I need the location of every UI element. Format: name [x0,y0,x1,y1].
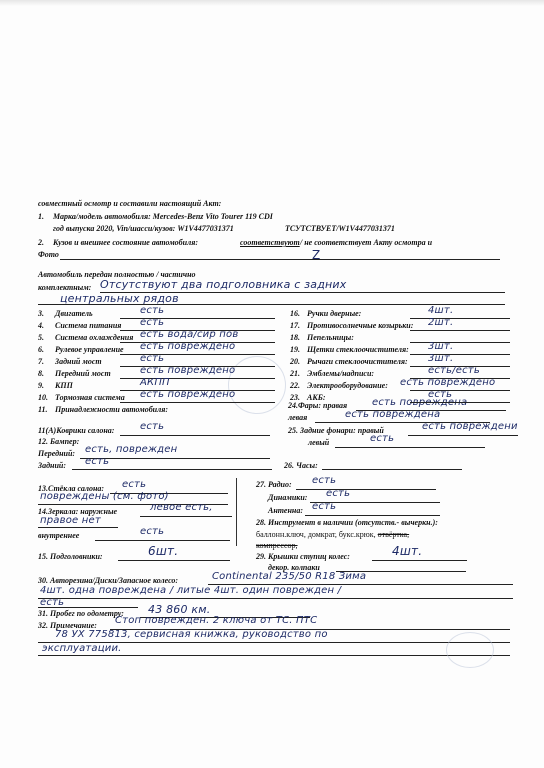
left-row-8-value: есть повреждено [140,365,236,376]
rear-lights-right-line [408,435,518,436]
right-row-23-number: 23. [290,393,300,402]
rear-lights-left-label: левый [308,438,330,447]
decor-caps-label: декор. колпаки [268,563,320,572]
right-row-17-value: 2шт. [428,317,454,328]
mirrors-line-1 [140,516,232,517]
photo-line [60,259,500,260]
tyres-hw-3: есть [40,597,65,608]
left-row-6-number: 6. [38,345,44,354]
right-row-19-number: 19. [290,345,300,354]
left-row-10-label: Тормозная система [55,393,125,402]
rear-lights-right-hw: есть повреждени [422,421,518,432]
hubcaps-line [372,560,467,561]
note-line-3 [38,655,510,656]
item-2-number: 2. [38,238,44,247]
bumper-rear-hw: есть [85,456,110,467]
right-row-16-number: 16. [290,309,300,318]
item-2-label: Кузов и внешнее состояние автомобиля: [53,238,199,247]
item-2-photo: Фото [38,250,59,259]
right-row-17-number: 17. [290,321,300,330]
right-row-22-line [410,390,510,391]
clock-line [322,469,462,470]
right-row-17-line [410,330,510,331]
left-row-11-label: Принадлежности автомобиля: [55,405,169,414]
left-row-6-value: есть повреждено [140,341,236,352]
right-row-18-label: Пепельницы: [307,333,354,342]
left-row-4-number: 4. [38,321,44,330]
faint-stamp-2 [446,632,494,668]
right-row-21-label: Эмблемы/надписи: [307,369,375,378]
right-row-19-line [410,354,510,355]
right-row-20-number: 20. [290,357,300,366]
left-row-7-number: 7. [38,357,44,366]
headrests-line [118,560,230,561]
mirror-inner-label: внутреннее [38,531,80,540]
radio-line [296,489,436,490]
left-row-4-value: есть [140,317,165,328]
right-row-17-label: Противосолнечные козырьки: [307,321,414,330]
headlights-left-label: левая [288,413,308,422]
item-1-line2: год выпуска 2020, Vin/шасси/кузов: W1V4477031371 [53,224,234,233]
headlights-label: 24.Фары: правая [288,401,348,410]
faint-stamp-1 [228,356,286,414]
intro-text: совместный осмотр и составили настоящий Акт: [38,199,222,208]
right-row-20-label: Рычаги стеклоочистителя: [307,357,408,366]
completeness-label: комплектным: [38,283,92,292]
speakers-hw: есть [326,488,351,499]
right-row-23-label: АКБ: [307,393,326,402]
left-row-7-value: есть [140,353,165,364]
right-row-19-value: 3шт. [428,341,454,352]
right-row-19-label: Щетки стеклоочистителя: [307,345,409,354]
headlights-right-hw: есть повреждена [372,397,468,408]
bumper-front-label: Передний: [38,449,76,458]
radio-label: 27. Радио: [256,480,292,489]
tyres-line-2 [38,598,513,599]
completeness-handwriting-1: Отсутствуют два подголовника с задних [100,278,347,291]
note-hw-1: Стоп поврежден. 2 ключа от ТС. ПТС [115,615,318,626]
rear-lights-label: 25. Задние фонари: правый [288,426,384,435]
left-row-5-label: Система охлаждения [55,333,134,342]
mirror-inner-hw: есть [140,526,165,537]
note-label: 32. Примечание: [38,621,97,630]
mirrors-hw-1: левое есть, [150,502,213,513]
tools-items-b: отвёртка, [377,530,410,539]
tyres-label: 30. Авторезина/Диски/Запасное колесо: [38,576,179,585]
antenna-label: Антенна: [268,506,303,515]
right-row-21-value: есть/есть [428,365,480,376]
right-row-16-value: 4шт. [428,305,454,316]
left-row-8-number: 8. [38,369,44,378]
left-row-3-label: Двигатель [55,309,93,318]
hubcaps-hw: 4шт. [392,544,423,558]
left-row-9-label: КПП [55,381,73,390]
right-row-23-line [410,402,510,403]
right-row-21-number: 21. [290,369,300,378]
rear-lights-left-hw: есть [370,433,395,444]
left-row-5-value: есть вода/сир пов [140,329,239,340]
headrests-label: 15. Подголовники: [38,552,103,561]
mirrors-line-2 [38,527,118,528]
bumper-rear-label: Задний: [38,461,67,470]
glass-hw-1: есть [122,479,147,490]
left-row-4-label: Система питания [55,321,122,330]
antenna-hw: есть [312,501,337,512]
mileage-label: 31. Пробег по одометру: [38,609,124,618]
left-row-3-number: 3. [38,309,44,318]
left-row-6-label: Рулевое управление [55,345,124,354]
left-row-9-value: АКПП [140,377,170,388]
speakers-label: Динамики: [268,493,308,502]
glass-label: 13.Стёкла салона: [38,484,105,493]
tools-items [256,530,409,540]
glass-hw-2: повреждены (см. фото) [40,491,169,502]
mats-hw: есть [140,421,165,432]
bumper-rear-line [72,469,272,470]
left-row-9-number: 9. [38,381,44,390]
tyres-hw-2: 4шт. одна повреждена / литые 4шт. один поврежден / [40,585,342,596]
note-hw-3: эксплуатации. [42,643,122,654]
hubcaps-label: 29. Крышки ступиц колес: [256,552,350,561]
left-row-7-label: Задний мост [55,357,102,366]
left-row-11-number: 11. [38,405,48,414]
right-row-18-line [410,342,510,343]
item-2-option-match: соответствуют [240,238,300,247]
left-row-5-number: 5. [38,333,44,342]
completeness-handwriting-2: центральных рядов [60,292,179,305]
antenna-line [305,515,440,516]
note-hw-2: 78 УХ 775813, сервисная книжка, руководство по [55,629,328,640]
tyres-line-3 [38,607,138,608]
rear-lights-left-line [335,447,485,448]
tyres-hw-1: Continental 235/50 R18 Зима [212,571,367,582]
left-row-8-label: Передний мост [55,369,111,378]
right-row-16-line [410,318,510,319]
right-row-22-value: есть повреждено [400,377,496,388]
right-row-20-value: 3шт. [428,353,454,364]
tools-items-a: баллонн.ключ, домкрат, букс.крюк, [256,530,376,539]
item-1-number: 1. [38,212,44,221]
left-row-10-line [120,402,275,403]
left-row-3-value: есть [140,305,165,316]
mirror-inner-line [95,540,230,541]
item-1-vin-right: ТСУТСТВУЕТ/W1V4477031371 [285,224,395,233]
mats-label: 11(A)Коврики салона: [38,426,115,435]
left-row-10-number: 10. [38,393,48,402]
radio-hw: есть [312,475,337,486]
item-2-option-nomatch: / не соответствует Акту осмотра и [300,238,433,247]
z-mark: Z [312,248,321,262]
mileage-hw: 43 860 км. [148,603,211,616]
right-row-18-number: 18. [290,333,300,342]
tools-items-c: компрессор, [256,541,298,550]
clock-label: 26. Часы: [284,461,318,470]
scan-edge [0,0,544,6]
completeness-line1: Автомобиль передан полностью / частично [38,270,196,279]
bumper-front-hw: есть, поврежден [85,444,178,455]
left-row-10-value: есть повреждено [140,389,236,400]
right-row-23-value: есть [428,389,453,400]
mats-line [120,435,270,436]
tools-label: 28. Инструмент в наличии (отсутств.- вычеркн.): [256,518,438,527]
mirrors-label: 14.Зеркала: наружные [38,507,118,516]
right-row-22-number: 22. [290,381,300,390]
headrests-hw: 6шт. [148,544,179,558]
bumper-label: 12. Бампер: [38,437,80,446]
right-row-22-label: Электрооборудование: [307,381,388,390]
item-1-label: Марка/модель автомобиля: Mercedes-Benz Vito Tourer 119 CDI [53,212,273,221]
headlights-left-hw: есть повреждена [345,409,441,420]
right-row-16-label: Ручки дверные: [307,309,362,318]
mirrors-hw-2: правое нет [40,515,101,526]
